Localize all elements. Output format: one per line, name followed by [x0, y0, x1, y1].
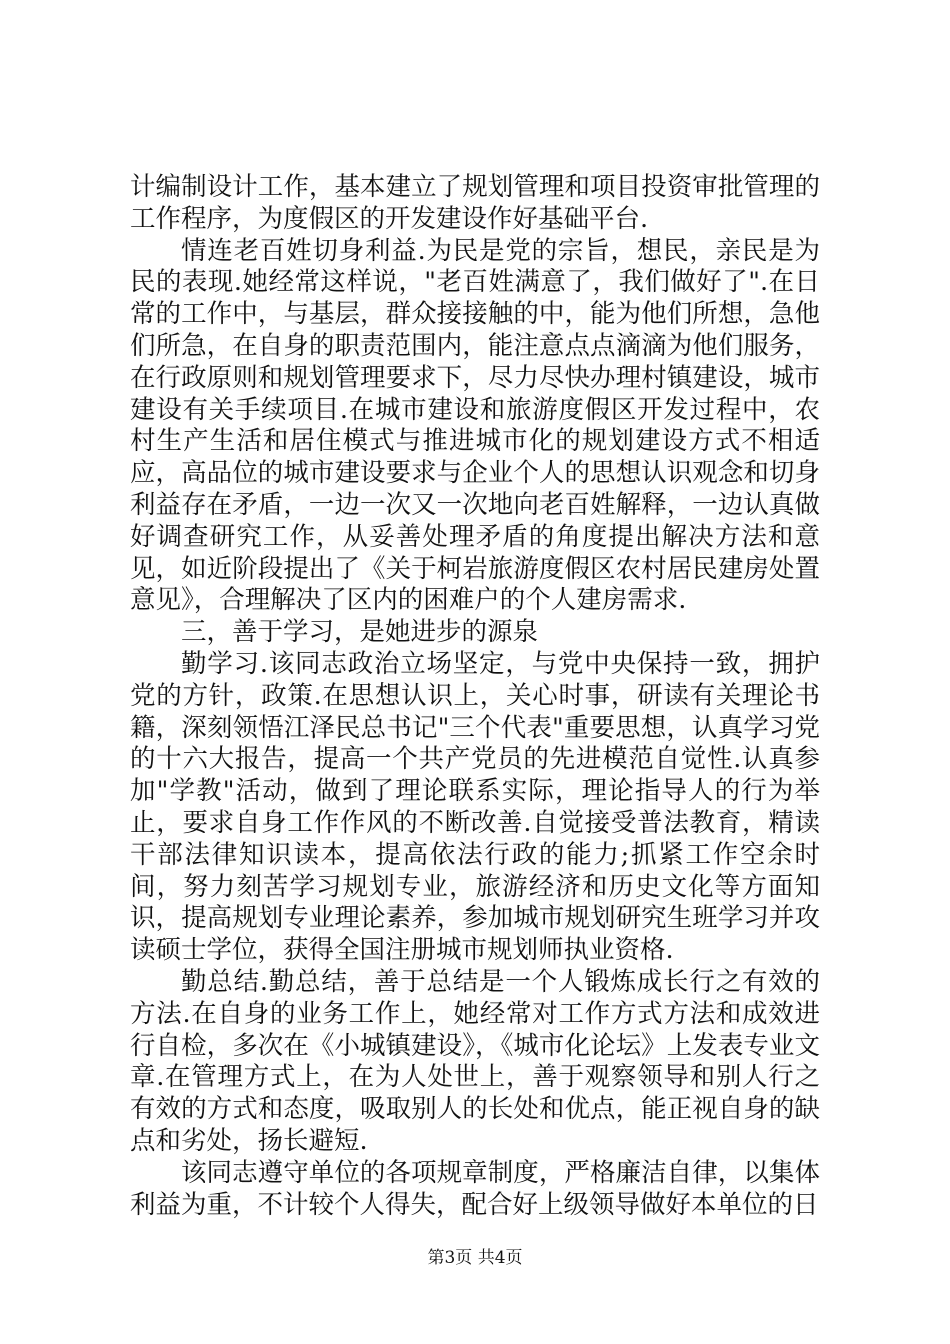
- paragraph-serving-the-people: 情连老百姓切身利益.为民是党的宗旨，想民，亲民是为民的表现.她经常这样说，"老百姓满意了，我们做好了".在日常的工作中，与基层，群众接接触的中，能为他们所想，急他们所急，在自身的职责范围内，能注意点点滴滴为他们服务，在行政原则和规划管理要求下，尽力尽快办理村镇建设，城市建设有关手续项目.在城市建设和旅游度假区开发过程中，农村生产生活和居住模式与推进城市化的规划建设方式不相适应，高品位的城市建设要求与企业个人的思想认识观念和切身利益存在矛盾，一边一次又一次地向老百姓解释，一边认真做好调查研究工作，从妥善处理矛盾的角度提出解决方法和意见，如近阶段提出了《关于柯岩旅游度假区农村居民建房处置意见》，合理解决了区内的困难户的个人建房需求.: [130, 235, 820, 616]
- document-body: [130, 172, 820, 1221]
- paragraph-diligent-study: 勤学习.该同志政治立场坚定，与党中央保持一致，拥护党的方针，政策.在思想认识上，关心时事，研读有关理论书籍，深刻领悟江泽民总书记"三个代表"重要思想，认真学习党的十六大报告，提高一个共产党员的先进模范自觉性.认真参加"学教"活动，做到了理论联系实际，理论指导人的行为举止，要求自身工作作风的不断改善.自觉接受普法教育，精读干部法律知识读本，提高依法行政的能力;抓紧工作空余时间，努力刻苦学习规划专业，旅游经济和历史文化等方面知识，提高规划专业理论素养，参加城市规划研究生班学习并攻读硕士学位，获得全国注册城市规划师执业资格.: [130, 648, 820, 966]
- paragraph-continuation: 计编制设计工作，基本建立了规划管理和项目投资审批管理的工作程序，为度假区的开发建设作好基础平台.: [130, 172, 820, 234]
- paragraph-discipline: 该同志遵守单位的各项规章制度，严格廉洁自律，以集体利益为重，不计较个人得失，配合好上级领导做好本单位的日: [130, 1157, 820, 1220]
- page-number-footer: 第3页 共4页: [427, 1248, 523, 1268]
- paragraph-diligent-summary: 勤总结.勤总结，善于总结是一个人锻炼成长行之有效的方法.在自身的业务工作上，她经常对工作方式方法和成效进行自检，多次在《小城镇建设》，《城市化论坛》上发表专业文章.在管理方式上，在为人处世上，善于观察领导和别人行之有效的方式和态度，吸取别人的长处和优点，能正视自身的缺点和劣处，扬长避短.: [130, 966, 820, 1156]
- section-heading-learning: 三，善于学习，是她进步的源泉: [181, 617, 539, 648]
